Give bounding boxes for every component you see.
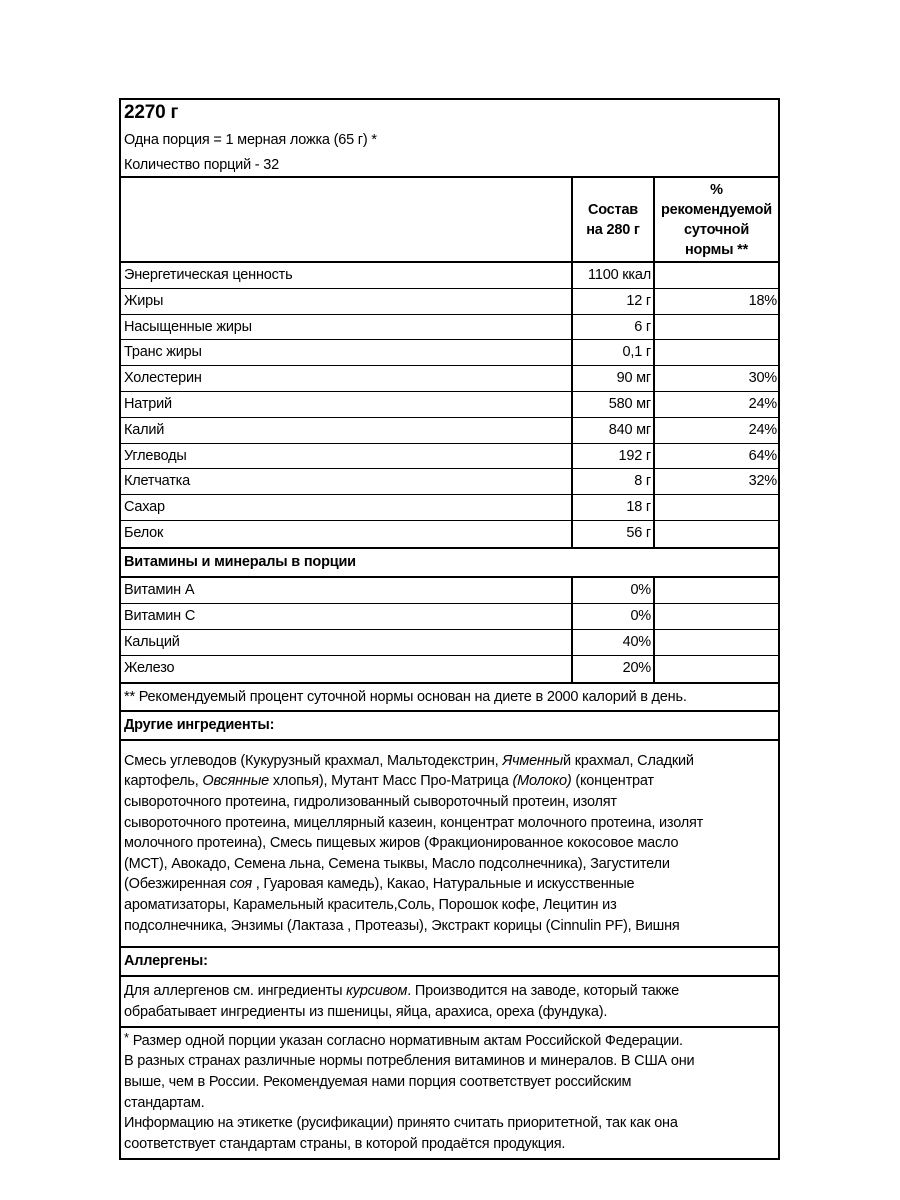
- nutrient-row: [121, 444, 778, 470]
- nutrient-amount: 580 мг: [573, 392, 655, 417]
- allergens-heading: Аллергены:: [121, 948, 778, 977]
- column-header-amount: [573, 178, 655, 261]
- nutrient-daily-value: [655, 315, 778, 340]
- nutrient-daily-value: 64%: [748, 447, 777, 464]
- nutrient-amount: 6 г: [573, 315, 655, 340]
- nutrient-amount: 8 г: [573, 469, 655, 494]
- nutrient-amount: 192 г: [573, 444, 655, 469]
- ingredients-line: ароматизаторы, Карамельный краситель,Соль, Порошок кофе, Лецитин из: [124, 896, 617, 913]
- italic-note: курсивом: [346, 982, 408, 999]
- nutrient-daily-value: 18%: [748, 292, 777, 309]
- amount-header-line1: Состав: [587, 201, 639, 218]
- column-header-name: [121, 178, 573, 261]
- vitamin-daily-value: [655, 604, 778, 629]
- nutrient-name: Клетчатка: [121, 469, 573, 494]
- nutrient-name: Холестерин: [121, 366, 573, 391]
- nutrient-row: [121, 315, 778, 341]
- nutrient-daily-value: 24%: [748, 421, 777, 438]
- nutrient-amount: 56 г: [573, 521, 655, 547]
- vitamin-amount: 40%: [573, 630, 655, 655]
- nutrient-daily-value: [655, 521, 778, 547]
- label-header: [121, 100, 778, 178]
- vitamins-table: [121, 578, 778, 684]
- vitamin-row: [121, 656, 778, 682]
- ingredients-line: (МСТ), Авокадо, Семена льна, Семена тыквы, Масло подсолнечника), Загустители: [124, 855, 670, 872]
- nutrient-name: Белок: [121, 521, 573, 547]
- nutrient-daily-value: 24%: [748, 395, 777, 412]
- nutrient-row: [121, 263, 778, 289]
- ingredients-line: сывороточного протеина, гидролизованный сывороточный протеин, изолят: [124, 793, 617, 810]
- allergens-line-2: обрабатывает ингредиенты из пшеницы, яйца, арахиса, ореха (фундука).: [124, 1003, 608, 1020]
- nutrient-row: [121, 392, 778, 418]
- vitamin-row: [121, 604, 778, 630]
- ingredients-line: молочного протеина), Смесь пищевых жиров (Фракционированное кокосовое масло: [124, 835, 679, 852]
- allergens-line-1: Для аллергенов см. ингредиенты курсивом. Производится на заводе, который также: [124, 982, 680, 999]
- nutrient-row: [121, 521, 778, 547]
- ingredients-line: подсолнечника, Энзимы (Лактаза , Протеазы), Экстракт корицы (Cinnulin PF), Вишня: [124, 917, 680, 934]
- nutrient-amount: 90 мг: [573, 366, 655, 391]
- nutrient-amount: 12 г: [573, 289, 655, 314]
- nutrient-daily-value: [655, 263, 778, 288]
- nutrient-name: Жиры: [121, 289, 573, 314]
- dv-header-line3: суточной: [683, 221, 750, 238]
- footnote-line-3: выше, чем в России. Рекомендуемая нами порция соответствует российским: [124, 1073, 632, 1090]
- nutrient-name: Калий: [121, 418, 573, 443]
- amount-header-line2: на 280 г: [586, 221, 640, 238]
- nutrient-name: Углеводы: [121, 444, 573, 469]
- nutrient-daily-value: 32%: [748, 473, 777, 490]
- nutrient-name: Сахар: [121, 495, 573, 520]
- nutrient-row: [121, 340, 778, 366]
- ingredients-line: картофель, Овсянные хлопья), Мутант Масс Про-Матрица (Молоко) (концентрат: [124, 773, 654, 790]
- dv-header-line1: %: [710, 181, 723, 198]
- vitamin-daily-value: [655, 630, 778, 655]
- servings-count: Количество порций - 32: [124, 157, 279, 173]
- vitamin-row: [121, 578, 778, 604]
- vitamin-daily-value: [655, 578, 778, 603]
- nutrient-row: [121, 289, 778, 315]
- net-weight: 2270 г: [124, 102, 179, 123]
- footnote-line-2: В разных странах различные нормы потребления витаминов и минералов. В США они: [124, 1053, 695, 1070]
- ingredients-line: (Обезжиренная соя , Гуаровая камедь), Какао, Натуральные и искусственные: [124, 876, 635, 893]
- nutrient-amount: 840 мг: [573, 418, 655, 443]
- nutrient-daily-value: [655, 495, 778, 520]
- column-header-daily-value: [655, 178, 778, 261]
- column-header-row: [121, 178, 778, 263]
- vitamin-name: Витамин С: [121, 604, 573, 629]
- nutrient-daily-value: 30%: [748, 370, 777, 387]
- vitamin-row: [121, 630, 778, 656]
- nutrient-name: Энергетическая ценность: [121, 263, 573, 288]
- nutrient-row: [121, 418, 778, 444]
- vitamin-name: Железо: [121, 656, 573, 682]
- nutrient-name: Насыщенные жиры: [121, 315, 573, 340]
- vitamins-heading: Витамины и минералы в порции: [121, 549, 778, 578]
- ingredients-text: [121, 741, 778, 948]
- footnote-line-1: * Размер одной порции указан согласно нормативным актам Российской Федерации.: [124, 1029, 683, 1049]
- footnote-line-4: стандартам.: [124, 1094, 205, 1111]
- nutrient-daily-value: [655, 340, 778, 365]
- nutrient-amount: 0,1 г: [573, 340, 655, 365]
- vitamin-name: Витамин А: [121, 578, 573, 603]
- vitamin-daily-value: [655, 656, 778, 682]
- ingredients-line: Смесь углеводов (Кукурузный крахмал, Мальтодекстрин, Ячменный крахмал, Сладкий: [124, 752, 694, 769]
- nutrient-row: [121, 469, 778, 495]
- nutrient-row: [121, 366, 778, 392]
- ingredients-heading: Другие ингредиенты:: [121, 712, 778, 741]
- dv-header-line4: нормы **: [684, 241, 749, 258]
- dv-header-line2: рекомендуемой: [660, 201, 773, 218]
- allergens-text: [121, 977, 778, 1028]
- nutrient-row: [121, 495, 778, 521]
- daily-value-note: ** Рекомендуемый процент суточной нормы основан на диете в 2000 калорий в день.: [121, 684, 778, 712]
- footnote: [121, 1028, 778, 1159]
- nutrient-name: Натрий: [121, 392, 573, 417]
- vitamin-amount: 0%: [573, 578, 655, 603]
- serving-size: Одна порция = 1 мерная ложка (65 г) *: [124, 132, 377, 148]
- nutrition-facts-label: [119, 98, 780, 1160]
- footnote-line-5: Информацию на этикетке (русификации) принято считать приоритетной, так как она: [124, 1115, 678, 1132]
- footnote-line-6: соответствует стандартам страны, в которой продаётся продукция.: [124, 1135, 566, 1152]
- vitamin-name: Кальций: [121, 630, 573, 655]
- asterisk: *: [124, 1029, 129, 1045]
- vitamin-amount: 20%: [573, 656, 655, 682]
- nutrient-name: Транс жиры: [121, 340, 573, 365]
- vitamin-amount: 0%: [573, 604, 655, 629]
- ingredients-line: сывороточного протеина, мицеллярный казеин, концентрат молочного протеина, изолят: [124, 814, 704, 831]
- nutrient-amount: 1100 ккал: [573, 263, 655, 288]
- nutrients-table: [121, 263, 778, 549]
- nutrient-amount: 18 г: [573, 495, 655, 520]
